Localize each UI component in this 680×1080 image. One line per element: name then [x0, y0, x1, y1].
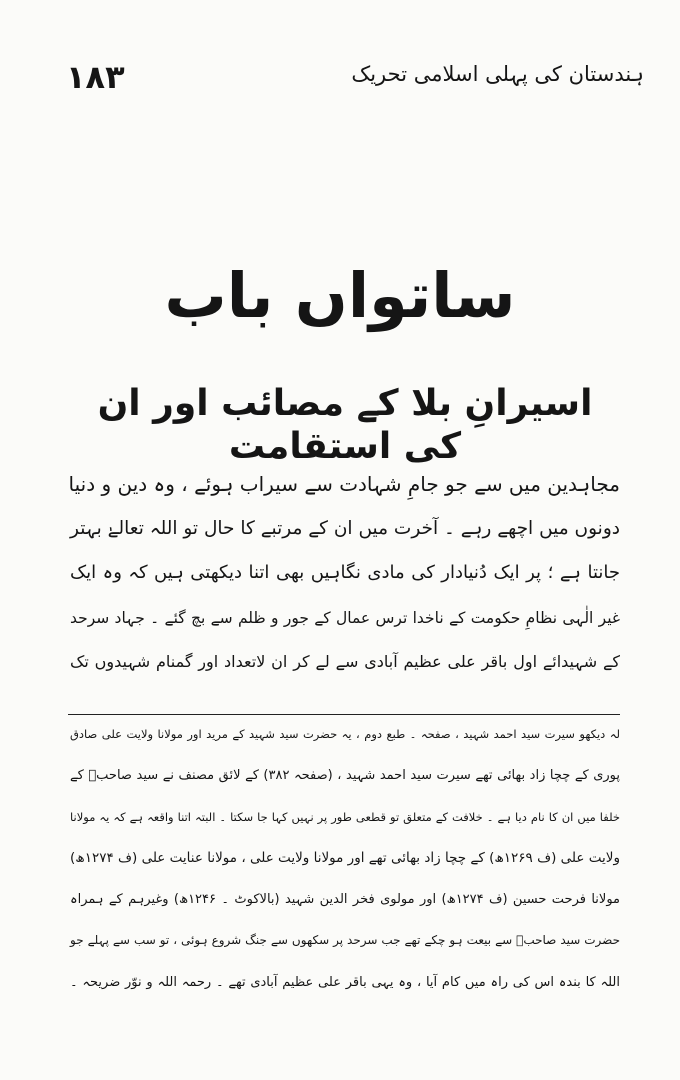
running-header: ہندستان کی پہلی اسلامی تحریک — [351, 62, 644, 86]
footnote-line: ولایت علی (ف ۱۲۶۹ھ) کے چچا زاد بھائی تھے اور مولانا ولایت علی ، مولانا عنایت علی (ف ۱۲۷۴ھ) — [70, 849, 620, 866]
body-line: مجاہدین میں سے جو جامِ شہادت سے سیراب ہوئے ، وہ دین و دنیا — [68, 472, 620, 496]
footnote-line: خلفا میں ان کا نام دیا ہے ۔ خلافت کے متعلق تو قطعی طور پر نہیں کہا جا سکتا ۔ البتہ اتنا واقعہ ہے کہ یہ مولانا — [70, 809, 620, 824]
page-number: ۱۸۳ — [66, 58, 125, 96]
footnote-line: حضرت سید صاحبؒ سے بیعت ہو چکے تھے جب سرحد پر سکھوں سے جنگ شروع ہوئی ، تو سب سے پہلے جو — [70, 933, 620, 948]
body-line: غیر الٰہی نظامِ حکومت کے ناخدا ترس عمال کے جور و ظلم سے بچ گئے ۔ جہاد سرحد — [70, 608, 620, 627]
body-line: کے شہیدائے اول باقر علی عظیم آبادی سے لے کر ان لاتعداد اور گمنام شہیدوں تک — [70, 652, 620, 671]
footnote-line: لہ دیکھو سیرت سید احمد شہید ، صفحہ ۔ طبع دوم ، یہ حضرت سید شہید کے مرید اور مولانا ولایت علی صادق — [70, 727, 620, 741]
footnote-line: مولانا فرحت حسین (ف ۱۲۷۴ھ) اور مولوی فخر الدین شہید (بالاکوٹ ۔ ۱۲۴۶ھ) وغیرہم کے ہمراہ — [70, 892, 621, 908]
footnote-line: اللہ کا بندہ اس کی راہ میں کام آیا ، وہ یہی باقر علی عظیم آبادی تھے ۔ رحمہ اللہ و نوّر ضریحہ ۔ — [70, 974, 620, 990]
footnotes — [70, 714, 620, 1003]
chapter-subtitle: اسیرانِ بلا کے مصائب اور ان کی استقامت — [97, 383, 593, 468]
footnote-line: پوری کے چچا زاد بھائی تھے سیرت سید احمد شہید ، (صفحہ ۳۸۲) کے لائق مصنف نے سید صاحبؒ کے — [70, 768, 620, 784]
chapter-title: ساتواں باب — [164, 259, 516, 332]
body-line: دونوں میں اچھے رہے ۔ آخرت میں ان کے مرتبے کا حال تو اللہ تعالےٰ بہتر — [70, 517, 620, 539]
body-line: جانتا ہے ؛ پر ایک دُنیادار کی مادی نگاہیں بھی اتنا دیکھتی ہیں کہ وہ ایک — [70, 562, 620, 583]
body-text — [70, 462, 620, 685]
